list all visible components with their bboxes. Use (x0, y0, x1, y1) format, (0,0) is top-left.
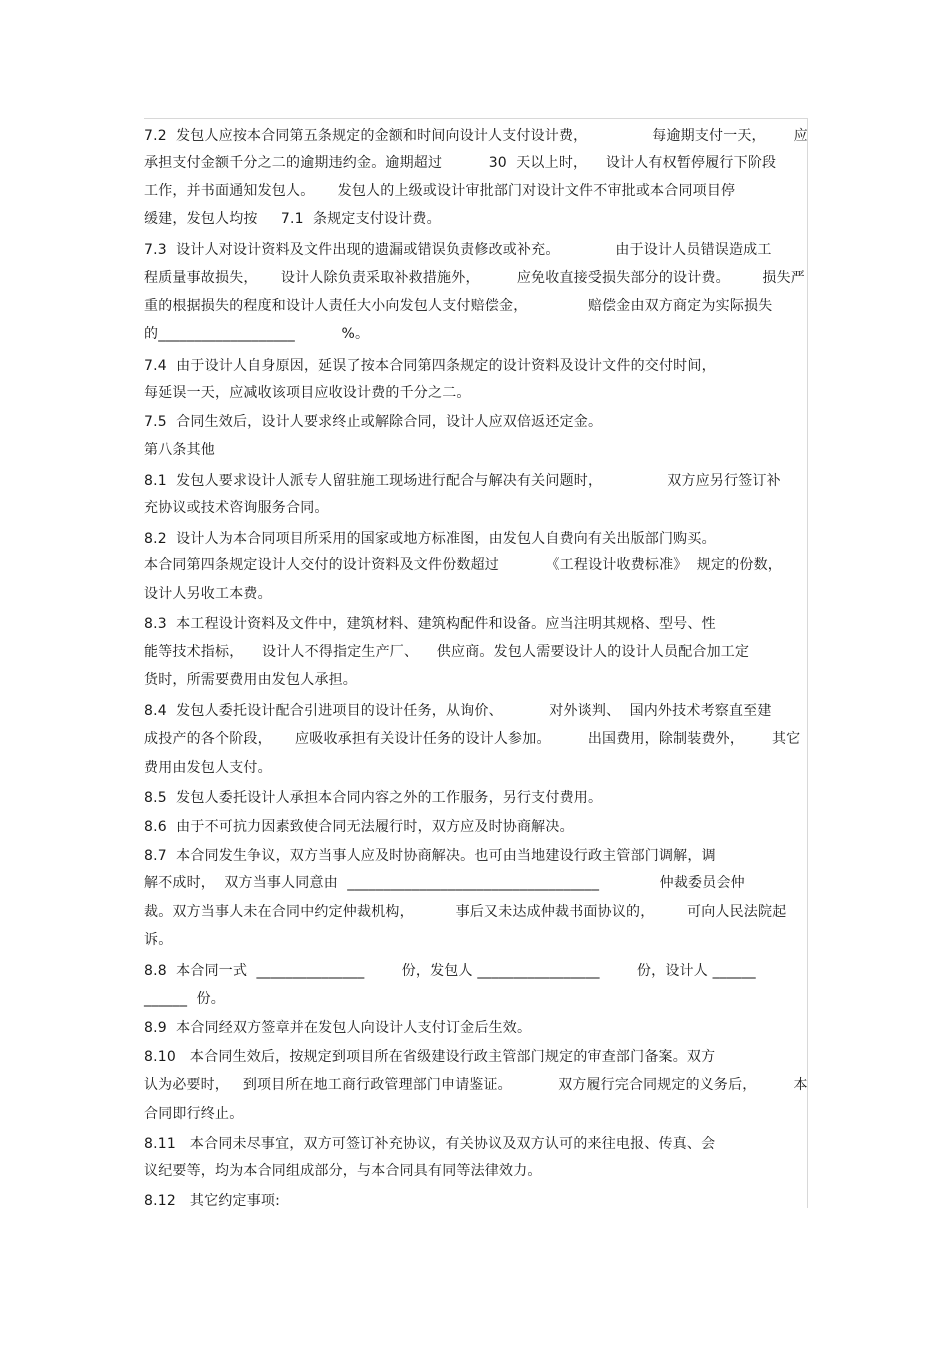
text-line: 能等技术指标， 设计人不得指定生产厂、 供应商。发包人需要设计人的设计人员配合加工定 (144, 644, 750, 660)
section-heading: 第八条其他 (144, 442, 215, 458)
text-line: 认为必要时， 到项目所在地工商行政管理部门申请鉴证。 双方履行完合同规定的义务后， 本 (144, 1077, 808, 1093)
text-line: ______ 份。 (144, 991, 225, 1007)
text-line: 缓建，发包人均按 7.1 条规定支付设计费。 (144, 211, 441, 227)
text-line: 8.11 本合同未尽事宜，双方可签订补充协议，有关协议及双方认可的来往电报、传真、会 (144, 1136, 716, 1152)
text-line: 8.1 发包人要求设计人派专人留驻施工现场进行配合与解决有关问题时， 双方应另行签订补 (144, 473, 781, 489)
text-line: 充协议或技术咨询服务合同。 (144, 500, 329, 516)
text-line: 7.2 发包人应按本合同第五条规定的金额和时间向设计人支付设计费， 每逾期支付一天， 应 (144, 128, 808, 144)
text-line: 承担支付金额千分之二的逾期违约金。逾期超过 30 天以上时， 设计人有权暂停履行下阶段 (144, 155, 777, 171)
text-line: 8.9 本合同经双方签章并在发包人向设计人支付订金后生效。 (144, 1020, 532, 1036)
text-line: 议纪要等，均为本合同组成部分，与本合同具有同等法律效力。 (144, 1163, 542, 1179)
text-line: 本合同第四条规定设计人交付的设计资料及文件份数超过 《工程设计收费标准》 规定的份数， (144, 557, 782, 573)
text-line: 合同即行终止。 (144, 1106, 244, 1122)
text-line: 工作，并书面通知发包人。 发包人的上级或设计审批部门对设计文件不审批或本合同项目停 (144, 183, 736, 199)
text-line: 7.4 由于设计人自身原因，延误了按本合同第四条规定的设计资料及设计文件的交付时间， (144, 358, 716, 374)
page-border-top (144, 118, 808, 119)
text-line: 程质量事故损失， 设计人除负责采取补救措施外， 应免收直接受损失部分的设计费。 损失严 (144, 270, 806, 286)
text-line: 设计人另收工本费。 (144, 586, 272, 602)
text-line: 8.2 设计人为本合同项目所采用的国家或地方标准图，由发包人自费向有关出版部门购买。 (144, 531, 716, 547)
text-line: 诉。 (144, 932, 173, 948)
text-line: 8.10 本合同生效后，按规定到项目所在省级建设行政主管部门规定的审查部门备案。双方 (144, 1049, 716, 1065)
text-line: 每延误一天，应减收该项目应收设计费的千分之二。 (144, 385, 471, 401)
text-line: 重的根据损失的程度和设计人责任大小向发包人支付赔偿金， 赔偿金由双方商定为实际损失 (144, 298, 773, 314)
text-line: 8.8 本合同一式 _______________ 份，发包人 _________________ 份，设计人 ______ (144, 963, 756, 979)
text-line: 费用由发包人支付。 (144, 760, 272, 776)
text-line: 8.6 由于不可抗力因素致使合同无法履行时，双方应及时协商解决。 (144, 819, 574, 835)
text-line: 7.3 设计人对设计资料及文件出现的遗漏或错误负责修改或补充。 由于设计人员错误造成工 (144, 242, 772, 258)
text-line: 货时，所需要费用由发包人承担。 (144, 672, 357, 688)
text-line: 成投产的各个阶段， 应吸收承担有关设计任务的设计人参加。 出国费用，除制装费外， 其它 (144, 731, 801, 747)
text-line: 7.5 合同生效后，设计人要求终止或解除合同，设计人应双倍返还定金。 (144, 414, 603, 430)
text-line: 的___________________ %。 (144, 326, 370, 342)
text-line: 8.7 本合同发生争议，双方当事人应及时协商解决。也可由当地建设行政主管部门调解，调 (144, 848, 716, 864)
page-border-right (807, 118, 808, 1208)
text-line: 8.12 其它约定事项: (144, 1193, 281, 1209)
text-line: 8.3 本工程设计资料及文件中，建筑材料、建筑构配件和设备。应当注明其规格、型号、性 (144, 616, 716, 632)
text-line: 8.5 发包人委托设计人承担本合同内容之外的工作服务，另行支付费用。 (144, 790, 603, 806)
text-line: 解不成时， 双方当事人同意由 ___________________________________ 仲裁委员会仲 (144, 875, 745, 891)
text-line: 裁。双方当事人未在合同中约定仲裁机构， 事后又未达成仲裁书面协议的， 可向人民法院起 (144, 904, 787, 920)
text-line: 8.4 发包人委托设计配合引进项目的设计任务，从询价、 对外谈判、 国内外技术考察直至建 (144, 703, 772, 719)
